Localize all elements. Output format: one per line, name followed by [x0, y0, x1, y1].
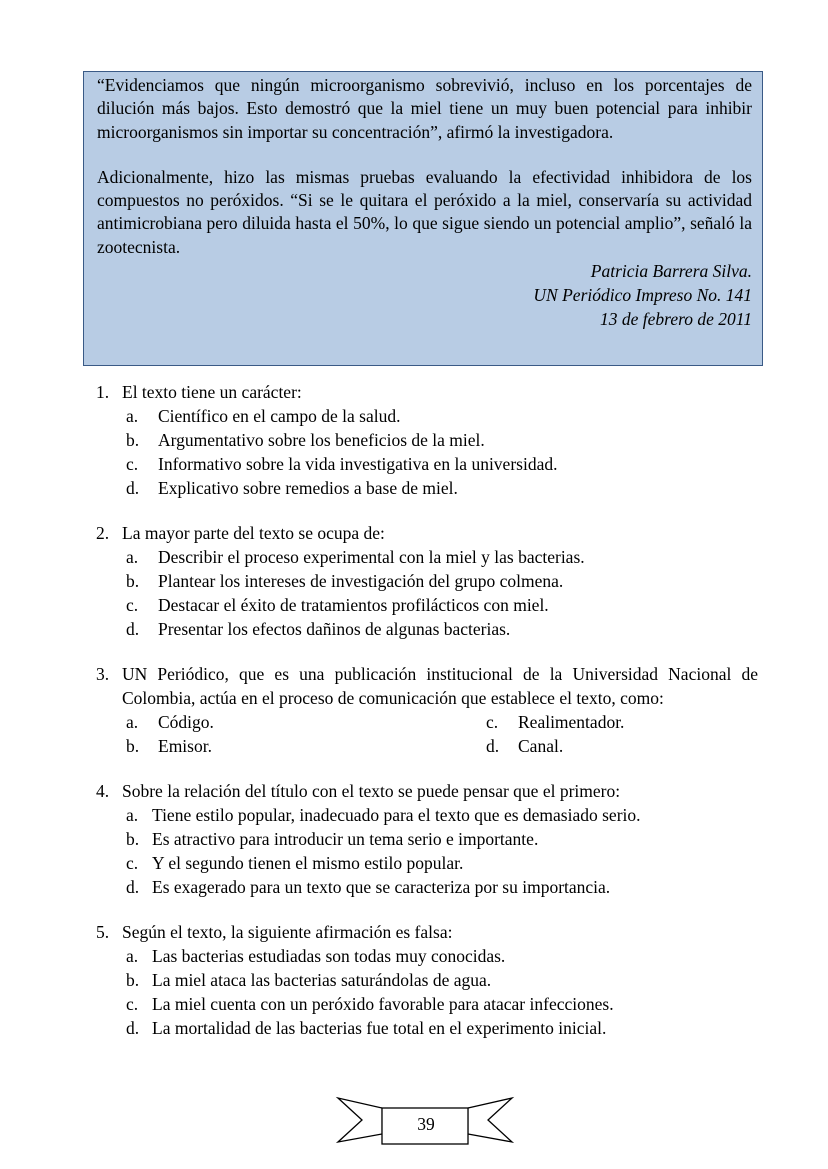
question-5	[96, 920, 758, 1040]
option-letter: c.	[126, 853, 139, 873]
citation-author: Patricia Barrera Silva.	[590, 261, 752, 282]
option-b[interactable]	[96, 968, 758, 992]
option-text: Emisor.	[158, 736, 212, 756]
option-text: Explicativo sobre remedios a base de miel.	[158, 478, 458, 498]
option-text: Destacar el éxito de tratamientos profilácticos con miel.	[158, 595, 549, 615]
option-b[interactable]	[96, 569, 758, 593]
option-text: Tiene estilo popular, inadecuado para el texto que es demasiado serio.	[152, 805, 641, 825]
option-letter: d.	[126, 478, 140, 498]
option-letter: a.	[126, 406, 139, 426]
question-number: 3.	[96, 664, 110, 684]
option-d[interactable]	[96, 476, 758, 500]
option-letter: c.	[486, 712, 499, 732]
option-d[interactable]	[96, 617, 758, 641]
option-text: La miel cuenta con un peróxido favorable para atacar infecciones.	[152, 994, 614, 1014]
question-4	[96, 779, 758, 899]
option-text: Es atractivo para introducir un tema serio e importante.	[152, 829, 539, 849]
option-text: Plantear los intereses de investigación del grupo colmena.	[158, 571, 564, 591]
option-letter: a.	[126, 547, 139, 567]
option-text: Describir el proceso experimental con la miel y las bacterias.	[158, 547, 585, 567]
option-letter: b.	[126, 736, 140, 756]
option-letter: a.	[126, 712, 139, 732]
question-stem: La mayor parte del texto se ocupa de:	[122, 523, 385, 543]
option-letter: a.	[126, 946, 139, 966]
option-d[interactable]	[96, 1016, 758, 1040]
option-text: Es exagerado para un texto que se caracteriza por su importancia.	[152, 877, 611, 897]
source-citation	[97, 259, 752, 331]
option-letter: d.	[126, 877, 140, 897]
option-c[interactable]	[96, 992, 758, 1016]
option-c[interactable]	[96, 851, 758, 875]
option-text: Científico en el campo de la salud.	[158, 406, 401, 426]
option-a[interactable]	[96, 404, 758, 428]
option-letter: d.	[126, 619, 140, 639]
option-a[interactable]	[96, 803, 758, 827]
option-text: Las bacterias estudiadas son todas muy conocidas.	[152, 946, 506, 966]
option-letter: d.	[486, 736, 500, 756]
question-number: 2.	[96, 523, 110, 543]
option-b[interactable]	[96, 827, 758, 851]
question-number: 1.	[96, 382, 110, 402]
option-d[interactable]	[456, 734, 756, 758]
question-stem: Según el texto, la siguiente afirmación es falsa:	[122, 922, 453, 942]
option-c[interactable]	[456, 710, 756, 734]
option-letter: c.	[126, 454, 139, 474]
citation-publication: UN Periódico Impreso No. 141	[533, 285, 752, 306]
option-letter: b.	[126, 970, 140, 990]
option-letter: c.	[126, 994, 139, 1014]
page-number: 39	[417, 1114, 435, 1134]
article-excerpt-box	[83, 71, 763, 366]
option-letter: c.	[126, 595, 139, 615]
question-stem: Sobre la relación del título con el texto se puede pensar que el primero:	[122, 781, 621, 801]
option-text: La miel ataca las bacterias saturándolas de agua.	[152, 970, 492, 990]
option-letter: b.	[126, 829, 140, 849]
option-text: Código.	[158, 712, 214, 732]
question-2	[96, 521, 758, 641]
option-text: Realimentador.	[518, 712, 625, 732]
option-text: Presentar los efectos dañinos de algunas bacterias.	[158, 619, 511, 639]
option-c[interactable]	[96, 452, 758, 476]
option-a[interactable]	[96, 710, 456, 734]
citation-date: 13 de febrero de 2011	[600, 309, 752, 330]
question-stem: UN Periódico, que es una publicación institucional de la Universidad Nacional de Colombia, actúa en el proceso de comunicación que establece el texto, como:	[122, 664, 758, 708]
option-b[interactable]	[96, 734, 456, 758]
option-letter: b.	[126, 430, 140, 450]
question-stem: El texto tiene un carácter:	[122, 382, 302, 402]
option-letter: b.	[126, 571, 140, 591]
option-letter: d.	[126, 1018, 140, 1038]
option-text: Y el segundo tienen el mismo estilo popular.	[152, 853, 464, 873]
excerpt-paragraph-2: Adicionalmente, hizo las mismas pruebas evaluando la efectividad inhibidora de los compuestos no peróxidos. “Si se le quitara el peróxido a la miel, conservaría su actividad antimicrobiana pero diluida hasta el 50%, lo que sigue siendo un potencial amplio”, señaló la zootecnista.	[97, 166, 752, 257]
option-c[interactable]	[96, 593, 758, 617]
option-letter: a.	[126, 805, 139, 825]
option-text: La mortalidad de las bacterias fue total en el experimento inicial.	[152, 1018, 607, 1038]
question-3	[96, 662, 758, 758]
question-number: 4.	[96, 781, 110, 801]
option-text: Informativo sobre la vida investigativa en la universidad.	[158, 454, 558, 474]
question-1	[96, 380, 758, 500]
excerpt-paragraph-1: “Evidenciamos que ningún microorganismo sobrevivió, incluso en los porcentajes de dilución más bajos. Esto demostró que la miel tiene un muy buen potencial para inhibir microorganismos sin importar su concentración”, afirmó la investigadora.	[97, 75, 752, 142]
option-text: Canal.	[518, 736, 564, 756]
option-text: Argumentativo sobre los beneficios de la miel.	[158, 430, 485, 450]
option-a[interactable]	[96, 944, 758, 968]
option-b[interactable]	[96, 428, 758, 452]
option-d[interactable]	[96, 875, 758, 899]
page-footer	[330, 1094, 520, 1156]
question-number: 5.	[96, 922, 110, 942]
question-list	[96, 380, 758, 1061]
option-a[interactable]	[96, 545, 758, 569]
